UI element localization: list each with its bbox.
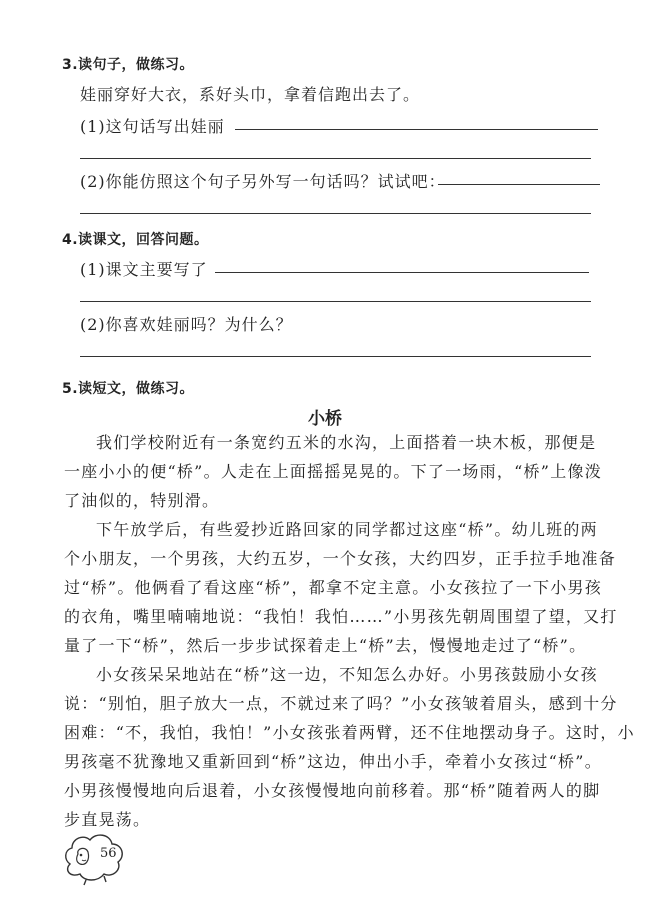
paragraph-line: 下午放学后，有些爱抄近路回家的同学都过这座“桥”。幼儿班的两	[96, 520, 598, 539]
paragraph-line: 一座小小的便“桥”。人走在上面摇摇晃晃的。下了一场雨，“桥”上像泼	[64, 462, 602, 481]
q4-sub1-answer-line-2[interactable]	[80, 301, 591, 302]
q3-sub2-prompt: (2)你能仿照这个句子另外写一句话吗？试试吧：	[80, 172, 446, 191]
q4-sub2-prompt: (2)你喜欢娃丽吗？为什么？	[80, 315, 293, 334]
q4-sub1-answer-line[interactable]	[215, 272, 589, 273]
paragraph-line: 过“桥”。他俩看了看这座“桥”，都拿不定主意。小女孩拉了一下小男孩	[64, 578, 602, 597]
page-number: 56	[100, 846, 117, 861]
q3-sub1-prompt: (1)这句话写出娃丽	[80, 117, 225, 136]
q4-sub2-answer-line[interactable]	[80, 356, 591, 357]
paragraph-line: 我们学校附近有一条宽约五米的水沟，上面搭着一块木板，那便是	[96, 433, 597, 452]
paragraph-line: 小男孩慢慢地向后退着，小女孩慢慢地向前移着。那“桥”随着两人的脚	[64, 781, 601, 800]
q3-sentence: 娃丽穿好大衣，系好头巾，拿着信跑出去了。	[80, 85, 421, 104]
paragraph-line: 了油似的，特别滑。	[64, 491, 220, 510]
paragraph-line: 个小朋友，一个男孩，大约五岁，一个女孩，大约四岁，正手拉手地准备	[64, 549, 617, 568]
paragraph-line: 步直晃荡。	[64, 810, 151, 829]
q3-heading: 3.读句子，做练习。	[62, 57, 195, 73]
paragraph-line: 困难：“不，我怕，我怕！”小女孩张着两臂，还不住地摆动身子。这时，小	[64, 723, 635, 742]
q4-sub1-prompt: (1)课文主要写了	[80, 260, 208, 279]
paragraph-line: 量了一下“桥”，然后一步步试探着走上“桥”去，慢慢地走过了“桥”。	[64, 636, 587, 655]
paragraph-line: 说：“别怕，胆子放大一点，不就过来了吗？”小女孩皱着眉头，感到十分	[64, 694, 618, 713]
passage-paragraph-2	[64, 515, 616, 660]
q5-heading: 5.读短文，做练习。	[62, 381, 195, 397]
q4-heading: 4.读课文，回答问题。	[62, 232, 209, 248]
q3-sub2-answer-line-2[interactable]	[80, 213, 591, 214]
paragraph-line: 的衣角，嘴里喃喃地说：“我怕！我怕……”小男孩先朝周围望了望，又打	[64, 607, 618, 626]
passage-paragraph-3	[64, 660, 635, 834]
sheep-mascot-icon	[60, 824, 130, 886]
q3-sub1-answer-line-2[interactable]	[80, 158, 591, 159]
paragraph-line: 小女孩呆呆地站在“桥”这一边，不知怎么办好。小男孩鼓励小女孩	[96, 665, 598, 684]
passage-paragraph-1	[64, 428, 616, 515]
q3-sub2-answer-line[interactable]	[438, 184, 600, 185]
paragraph-line: 男孩毫不犹豫地又重新回到“桥”这边，伸出小手，牵着小女孩过“桥”。	[64, 752, 602, 771]
q3-sub1-answer-line[interactable]	[235, 129, 598, 130]
passage-title: 小桥	[308, 409, 342, 429]
